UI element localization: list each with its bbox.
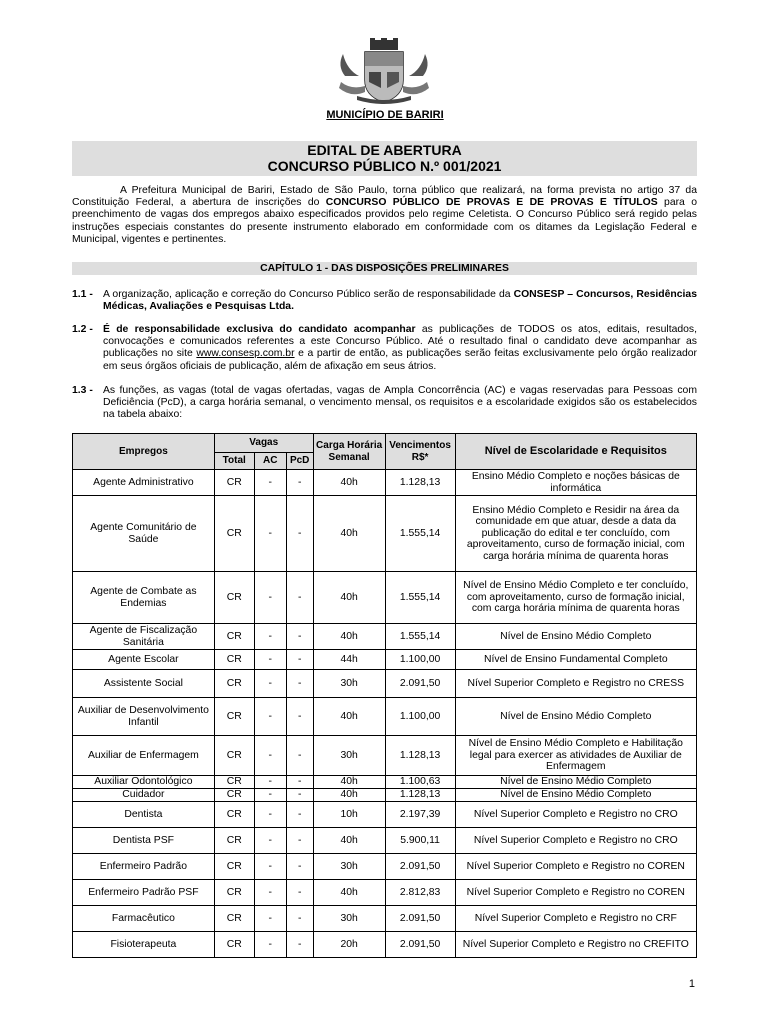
cell-venc: 1.128,13 [385,470,455,496]
cell-emprego: Agente de Fiscalização Sanitária [73,624,215,650]
cell-total: CR [214,698,254,736]
cell-pcd: - [286,906,313,932]
cell-pcd: - [286,572,313,624]
cell-emprego: Auxiliar de Desenvolvimento Infantil [73,698,215,736]
cell-total: CR [214,496,254,572]
cell-carga: 30h [313,736,385,776]
header-empregos: Empregos [73,434,215,470]
cell-ac: - [254,802,286,828]
cell-emprego: Agente Comunitário de Saúde [73,496,215,572]
cell-pcd: - [286,802,313,828]
cell-ac: - [254,650,286,670]
title-line-2: CONCURSO PÚBLICO N.º 001/2021 [267,158,502,174]
cell-ac: - [254,854,286,880]
table-row [73,880,697,906]
cell-emprego: Enfermeiro Padrão PSF [73,880,215,906]
cell-ac: - [254,496,286,572]
cell-ac: - [254,470,286,496]
cell-nivel: Nível Superior Completo e Registro no CRESS [455,670,696,698]
cell-ac: - [254,828,286,854]
intro-text-1: A Prefeitura Municipal de Bariri, Estado de São Paulo, torna público que realizará, na forma prevista no artigo 37 da Constituição Federal, a abertura de inscrições do [72,185,697,209]
cell-emprego: Cuidador [73,789,215,802]
cell-carga: 40h [313,880,385,906]
cell-total: CR [214,624,254,650]
cell-ac: - [254,572,286,624]
cell-venc: 2.091,50 [385,906,455,932]
cell-carga: 10h [313,802,385,828]
cell-carga: 40h [313,624,385,650]
page-number: 1 [688,978,695,990]
cell-ac: - [254,880,286,906]
cell-venc: 2.091,50 [385,932,455,958]
cell-pcd: - [286,650,313,670]
item-number: 1.2 - [72,324,93,335]
cell-nivel: Nível Superior Completo e Registro no CREFITO [455,932,696,958]
cell-total: CR [214,789,254,802]
cell-carga: 40h [313,828,385,854]
municipality-name: MUNICÍPIO DE BARIRI [326,109,444,121]
cell-total: CR [214,572,254,624]
cell-total: CR [214,854,254,880]
cell-pcd: - [286,624,313,650]
cell-venc: 5.900,11 [385,828,455,854]
intro-text-2: para o preenchimento de vagas dos empregos abaixo especificados providos pelo regime Celetista. O Concurso Público será regido pelas instruções especiais constantes do presente instrumento elaborado em conformidade com os ditames da Legislação Federal e Municipal, vigentes e pertinentes. [72,197,698,245]
cell-total: CR [214,880,254,906]
cell-emprego: Agente Escolar [73,650,215,670]
cell-total: CR [214,670,254,698]
item-1-2 [72,324,697,373]
cell-venc: 1.100,63 [385,776,455,789]
cell-nivel: Nível Superior Completo e Registro no CRO [455,828,696,854]
cell-venc: 2.091,50 [385,854,455,880]
cell-emprego: Farmacêutico [73,906,215,932]
header-pcd: PcD [286,453,313,470]
cell-emprego: Agente Administrativo [73,470,215,496]
cell-total: CR [214,650,254,670]
cell-ac: - [254,906,286,932]
edital-title [72,141,697,176]
item-number: 1.3 - [72,385,93,396]
cell-pcd: - [286,880,313,906]
cell-emprego: Assistente Social [73,670,215,698]
table-body [73,470,697,958]
cell-pcd: - [286,496,313,572]
cell-pcd: - [286,698,313,736]
item-number: 1.1 - [72,289,93,300]
municipal-coat-of-arms-icon [335,36,433,106]
item-bold: É de responsabilidade exclusiva do candidato acompanhar [103,324,416,335]
cell-nivel: Nível Superior Completo e Registro no COREN [455,880,696,906]
cell-carga: 40h [313,572,385,624]
empregos-table [72,433,697,958]
cell-nivel: Nível de Ensino Médio Completo [455,776,696,789]
cell-emprego: Agente de Combate as Endemias [73,572,215,624]
table-row [73,802,697,828]
table-row [73,496,697,572]
cell-pcd: - [286,932,313,958]
cell-pcd: - [286,828,313,854]
cell-emprego: Enfermeiro Padrão [73,854,215,880]
cell-venc: 1.128,13 [385,736,455,776]
cell-total: CR [214,470,254,496]
header-vagas: Vagas [214,434,313,453]
cell-ac: - [254,670,286,698]
intro-bold: CONCURSO PÚBLICO DE PROVAS E DE PROVAS E TÍTULOS [325,197,658,209]
cell-pcd: - [286,736,313,776]
cell-ac: - [254,776,286,789]
cell-venc: 1.555,14 [385,572,455,624]
cell-carga: 44h [313,650,385,670]
cell-nivel: Nível Superior Completo e Registro no COREN [455,854,696,880]
cell-carga: 30h [313,670,385,698]
cell-venc: 2.812,83 [385,880,455,906]
cell-total: CR [214,802,254,828]
item-bold: CONSESP – Concursos, Residências Médicas, Avaliações e Pesquisas Ltda. [103,289,697,313]
item-text: as publicações de TODOS os atos, editais, resultados, convocações e comunicados referentes a este Concurso Público. Até o resultado final o candidato deve acompanhar as publicações no site [103,324,698,360]
header-ac: AC [254,453,286,470]
cell-venc: 1.128,13 [385,789,455,802]
cell-nivel: Nível Superior Completo e Registro no CRO [455,802,696,828]
table-row [73,932,697,958]
cell-carga: 30h [313,854,385,880]
cell-emprego: Dentista PSF [73,828,215,854]
cell-nivel: Nível de Ensino Médio Completo e ter concluído, com aproveitamento, curso de formação inicial, com carga horária mínima de quarenta horas [455,572,696,624]
header-carga: Carga Horária Semanal [313,434,385,470]
cell-pcd: - [286,670,313,698]
table-row [73,670,697,698]
title-line-1: EDITAL DE ABERTURA [307,142,462,158]
table-row [73,828,697,854]
cell-nivel: Nível de Ensino Médio Completo [455,698,696,736]
cell-nivel: Nível de Ensino Médio Completo e Habilitação legal para exercer as atividades de Auxiliar de Enfermagem [455,736,696,776]
cell-nivel: Nível de Ensino Médio Completo [455,789,696,802]
cell-nivel: Nível de Ensino Médio Completo [455,624,696,650]
cell-carga: 40h [313,470,385,496]
cell-total: CR [214,828,254,854]
cell-venc: 1.100,00 [385,650,455,670]
table-row [73,624,697,650]
table-row [73,650,697,670]
cell-pcd: - [286,470,313,496]
cell-carga: 30h [313,906,385,932]
header-nivel: Nível de Escolaridade e Requisitos [455,434,696,470]
item-text: As funções, as vagas (total de vagas ofertadas, vagas de Ampla Concorrência (AC) e vagas reservadas para Pessoas com Deficiência (PcD), a carga horária semanal, o vencimento mensal, os requisitos e a escolaridade exigidos são os estabelecidos na tabela abaixo: [103,385,697,421]
cell-venc: 1.100,00 [385,698,455,736]
cell-nivel: Ensino Médio Completo e Residir na área da comunidade em que atuar, desde a data da publicação do edital e ter concluído, com aproveitamento, curso de formação inicial, com carga horária mínima de quarenta horas [455,496,696,572]
cell-emprego: Auxiliar Odontológico [73,776,215,789]
cell-carga: 40h [313,789,385,802]
cell-pcd: - [286,789,313,802]
item-text: A organização, aplicação e correção do Concurso Público serão de responsabilidade da [103,289,514,300]
table-row [73,854,697,880]
cell-pcd: - [286,776,313,789]
cell-ac: - [254,789,286,802]
table-row [73,789,697,802]
cell-ac: - [254,624,286,650]
cell-carga: 40h [313,776,385,789]
table-row [73,906,697,932]
cell-carga: 20h [313,932,385,958]
cell-total: CR [214,736,254,776]
cell-venc: 2.197,39 [385,802,455,828]
cell-emprego: Auxiliar de Enfermagem [73,736,215,776]
table-row [73,776,697,789]
intro-paragraph [72,185,697,246]
cell-venc: 1.555,14 [385,496,455,572]
cell-carga: 40h [313,496,385,572]
table-row [73,736,697,776]
cell-emprego: Dentista [73,802,215,828]
cell-total: CR [214,906,254,932]
cell-emprego: Fisioterapeuta [73,932,215,958]
item-text-2: e a partir de então, as publicações serão feitas exclusivamente pelo órgão realizador em seus órgãos oficiais de publicação, além de afixação em seus átrios. [103,348,698,372]
cell-venc: 2.091,50 [385,670,455,698]
table-row [73,470,697,496]
cell-carga: 40h [313,698,385,736]
cell-ac: - [254,698,286,736]
header-total: Total [214,453,254,470]
cell-venc: 1.555,14 [385,624,455,650]
cell-nivel: Nível Superior Completo e Registro no CRF [455,906,696,932]
cell-nivel: Ensino Médio Completo e noções básicas de informática [455,470,696,496]
item-1-3 [72,385,697,422]
item-1-1 [72,289,697,313]
cell-ac: - [254,736,286,776]
table-row [73,698,697,736]
cell-pcd: - [286,854,313,880]
cell-nivel: Nível de Ensino Fundamental Completo [455,650,696,670]
cell-ac: - [254,932,286,958]
consesp-link[interactable]: www.consesp.com.br [196,348,295,360]
cell-total: CR [214,776,254,789]
cell-total: CR [214,932,254,958]
header-vencimentos: Vencimentos R$* [385,434,455,470]
table-row [73,572,697,624]
chapter-title: CAPÍTULO 1 - DAS DISPOSIÇÕES PRELIMINARES [72,262,697,275]
